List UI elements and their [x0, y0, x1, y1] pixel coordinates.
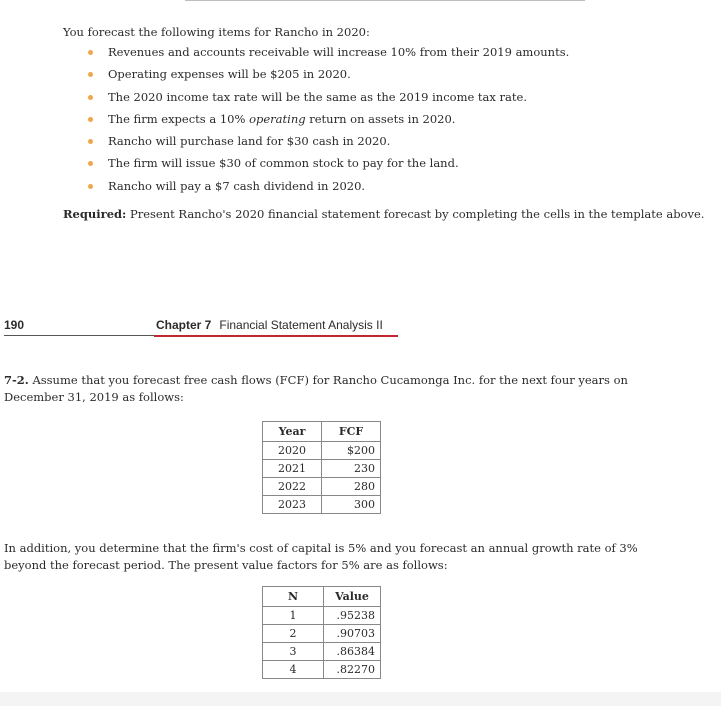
bullet-dot-icon	[88, 161, 93, 166]
page-number: 190	[4, 318, 25, 332]
intro-text: You forecast the following items for Rancho in 2020:	[63, 25, 370, 39]
page-rule	[4, 335, 154, 336]
fcf-table	[262, 421, 381, 514]
fcf-header-year: Year	[263, 422, 322, 442]
problem-statement: 7-2. Assume that you forecast free cash flows (FCF) for Rancho Cucamonga Inc. for the next four years on December 31, 2019 as follows:	[4, 373, 628, 404]
bullet-dot-icon	[88, 50, 93, 55]
bullet-item: Rancho will pay a $7 cash dividend in 2020.	[88, 179, 569, 201]
chapter-rule	[154, 335, 398, 337]
page-bottom-strip	[0, 692, 721, 706]
bullet-item: Rancho will purchase land for $30 cash in 2020.	[88, 134, 569, 156]
forecast-bullet-list	[88, 45, 569, 201]
bullet-item: Operating expenses will be $205 in 2020.	[88, 67, 569, 89]
cost-of-capital-paragraph: In addition, you determine that the firm's cost of capital is 5% and you forecast an annual growth rate of 3% beyond the forecast period. The present value factors for 5% are as follows:	[4, 541, 638, 572]
bullet-dot-icon	[88, 95, 93, 100]
chapter-title: Chapter 7 Financial Statement Analysis II	[156, 318, 383, 332]
bullet-dot-icon	[88, 117, 93, 122]
table-row: 2020 $200	[263, 442, 381, 460]
pv-header-value: Value	[324, 587, 381, 607]
table-row: 2022 280	[263, 478, 381, 496]
table-row: 2 .90703	[263, 625, 381, 643]
bullet-item: The firm will issue $30 of common stock to pay for the land.	[88, 156, 569, 178]
bullet-item: The firm expects a 10% operating return on assets in 2020.	[88, 112, 569, 134]
bullet-dot-icon	[88, 184, 93, 189]
bullet-item: Revenues and accounts receivable will increase 10% from their 2019 amounts.	[88, 45, 569, 67]
table-row: 4 .82270	[263, 661, 381, 679]
bullet-item: The 2020 income tax rate will be the same as the 2019 income tax rate.	[88, 90, 569, 112]
pv-factor-table	[262, 586, 381, 679]
table-row: 1 .95238	[263, 607, 381, 625]
table-row: 3 .86384	[263, 643, 381, 661]
required-instruction: Required: Present Rancho's 2020 financial statement forecast by completing the cells in the template above.	[63, 207, 705, 221]
table-row: 2023 300	[263, 496, 381, 514]
chapter-header	[4, 318, 398, 336]
bullet-dot-icon	[88, 72, 93, 77]
bullet-dot-icon	[88, 139, 93, 144]
pv-header-n: N	[263, 587, 324, 607]
fcf-header-fcf: FCF	[322, 422, 381, 442]
top-divider	[185, 0, 585, 1]
table-row: 2021 230	[263, 460, 381, 478]
